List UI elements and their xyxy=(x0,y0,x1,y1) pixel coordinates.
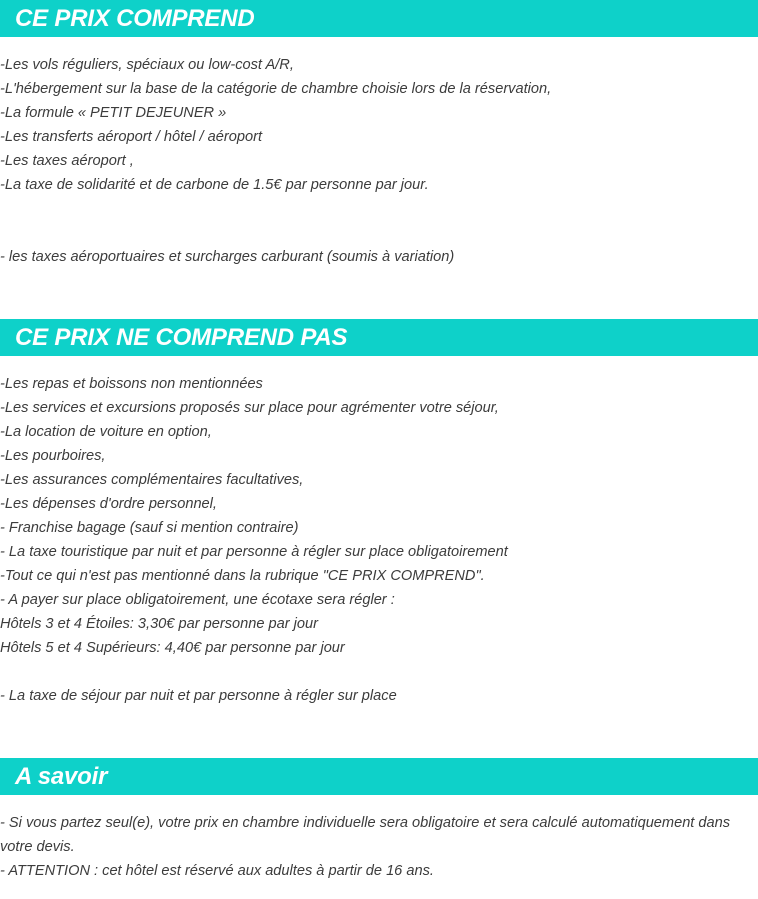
list-item: -Les pourboires, xyxy=(0,448,106,464)
list-item: -La formule « PETIT DEJEUNER » xyxy=(0,105,227,121)
section-title-good-to-know: A savoir xyxy=(15,762,108,790)
section-header-not-included xyxy=(0,319,758,356)
list-item: -Les taxes aéroport , xyxy=(0,153,134,169)
blank-line xyxy=(0,660,756,684)
section-title-not-included: CE PRIX NE COMPREND PAS xyxy=(15,323,348,351)
list-item: -La location de voiture en option, xyxy=(0,424,212,440)
blank-line xyxy=(0,197,756,221)
list-item: -Les repas et boissons non mentionnées xyxy=(0,376,263,392)
list-item: -Tout ce qui n'est pas mentionné dans la rubrique "CE PRIX COMPREND". xyxy=(0,568,485,584)
list-item: Hôtels 5 et 4 Supérieurs: 4,40€ par personne par jour xyxy=(0,640,345,656)
section-body-not-included xyxy=(0,372,756,708)
list-item: - Si vous partez seul(e), votre prix en chambre individuelle sera obligatoire et sera calculé automatiquement dans votre devis. xyxy=(0,815,735,855)
section-body-good-to-know xyxy=(0,811,756,883)
list-item: -Les transferts aéroport / hôtel / aéroport xyxy=(0,129,263,145)
list-item: - ATTENTION : cet hôtel est réservé aux adultes à partir de 16 ans. xyxy=(0,863,434,879)
list-item: -Les vols réguliers, spéciaux ou low-cost A/R, xyxy=(0,57,294,73)
section-title-included: CE PRIX COMPREND xyxy=(15,4,255,32)
list-item: -L'hébergement sur la base de la catégorie de chambre choisie lors de la réservation, xyxy=(0,81,552,97)
list-item: - Franchise bagage (sauf si mention contraire) xyxy=(0,520,299,536)
list-item: - La taxe de séjour par nuit et par personne à régler sur place xyxy=(0,688,397,704)
section-header-included xyxy=(0,0,758,37)
section-body-included xyxy=(0,53,756,269)
list-item: -Les assurances complémentaires facultatives, xyxy=(0,472,304,488)
list-item: - A payer sur place obligatoirement, une écotaxe sera régler : xyxy=(0,592,395,608)
list-item: -La taxe de solidarité et de carbone de 1.5€ par personne par jour. xyxy=(0,177,429,193)
list-item: - les taxes aéroportuaires et surcharges carburant (soumis à variation) xyxy=(0,249,455,265)
list-item: - La taxe touristique par nuit et par personne à régler sur place obligatoirement xyxy=(0,544,508,560)
list-item: -Les services et excursions proposés sur place pour agrémenter votre séjour, xyxy=(0,400,499,416)
list-item: -Les dépenses d'ordre personnel, xyxy=(0,496,217,512)
section-header-good-to-know xyxy=(0,758,758,795)
blank-line xyxy=(0,221,756,245)
list-item: Hôtels 3 et 4 Étoiles: 3,30€ par personne par jour xyxy=(0,616,319,632)
